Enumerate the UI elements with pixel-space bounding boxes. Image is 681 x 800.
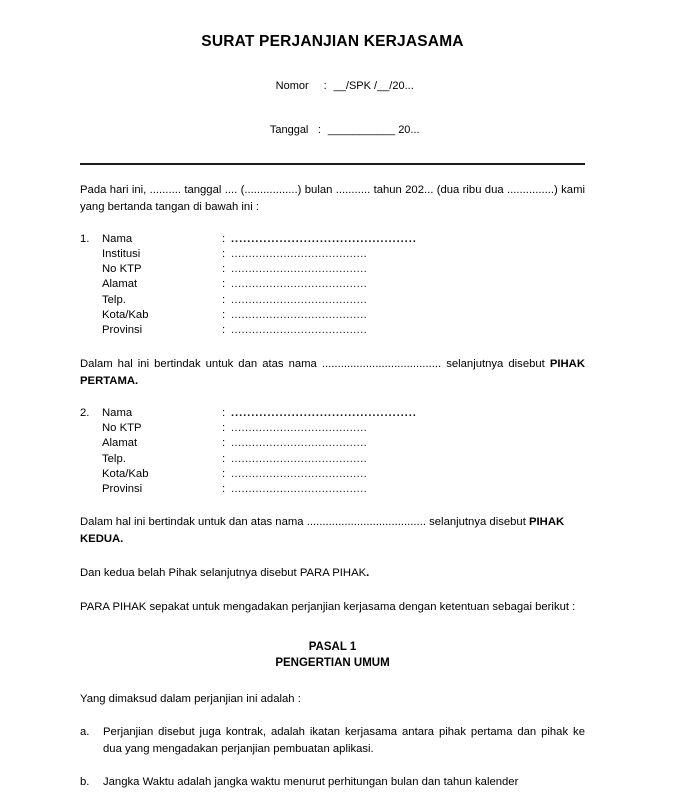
both-parties-line xyxy=(80,565,585,582)
field-row xyxy=(80,277,585,292)
field-label: Nama xyxy=(102,232,133,245)
field-label: Alamat xyxy=(102,437,138,450)
field-label: Institusi xyxy=(102,247,141,260)
party-one-statement xyxy=(80,356,585,390)
field-dots: ....................................... xyxy=(231,467,368,480)
list-text: Jangka Waktu adalah jangka waktu menurut perhitungan bulan dan tahun kalender xyxy=(103,776,519,789)
field-row xyxy=(80,406,585,421)
nomor-colon: : xyxy=(323,80,327,93)
nomor-value: __/SPK /__/20... xyxy=(333,80,414,93)
pasal-number: PASAL 1 xyxy=(308,641,357,654)
field-dots: ....................................... xyxy=(231,278,368,291)
agreement-paragraph: PARA PIHAK sepakat untuk mengadakan perjanjian kerjasama dengan ketentuan sebagai berikut : xyxy=(80,601,576,614)
pihak-kedua-label: PIHAK KEDUA. xyxy=(80,516,565,546)
statement-middle: selanjutnya disebut xyxy=(425,516,529,529)
tanggal-colon: : xyxy=(317,123,321,136)
field-label: Provinsi xyxy=(102,483,143,496)
party-one-number: 1. xyxy=(80,232,90,245)
definitions-lead: Yang dimaksud dalam perjanjian ini adalah : xyxy=(80,693,301,706)
list-item xyxy=(80,724,585,758)
field-dots: ....................................... xyxy=(231,452,368,465)
field-label: Kota/Kab xyxy=(102,467,149,480)
page-title: SURAT PERJANJIAN KERJASAMA xyxy=(201,33,464,50)
list-item xyxy=(80,774,585,791)
field-row xyxy=(80,308,585,323)
list-marker: b. xyxy=(80,776,90,789)
field-dots: ....................................... xyxy=(231,309,368,322)
field-row xyxy=(80,232,585,247)
field-colon: : xyxy=(222,247,226,260)
field-colon: : xyxy=(222,324,226,337)
meta-row-nomor xyxy=(80,65,585,109)
pasal-heading xyxy=(80,640,585,671)
field-colon: : xyxy=(222,406,226,419)
field-colon: : xyxy=(222,293,226,306)
field-dots: ....................................... xyxy=(231,437,368,450)
field-dots: ....................................... xyxy=(231,324,368,337)
field-label: Provinsi xyxy=(102,324,143,337)
field-row xyxy=(80,293,585,308)
statement-prefix: Dalam hal ini bertindak untuk dan atas nama xyxy=(80,357,322,370)
list-marker: a. xyxy=(80,726,90,739)
field-colon: : xyxy=(222,483,226,496)
document-body xyxy=(80,0,585,791)
field-row xyxy=(80,436,585,451)
field-label: Telp. xyxy=(102,452,126,465)
field-label: No KTP xyxy=(102,421,142,434)
field-dots: ....................................... xyxy=(231,247,368,260)
field-label: Alamat xyxy=(102,278,138,291)
field-colon: : xyxy=(222,437,226,450)
field-label: Kota/Kab xyxy=(102,309,149,322)
field-colon: : xyxy=(222,421,226,434)
party-one-fields xyxy=(80,232,585,339)
party-two-statement xyxy=(80,514,585,548)
field-colon: : xyxy=(222,278,226,291)
field-colon: : xyxy=(222,467,226,480)
field-label: Nama xyxy=(102,406,133,419)
field-colon: : xyxy=(222,263,226,276)
party-two-number: 2. xyxy=(80,406,90,419)
field-label: Telp. xyxy=(102,293,126,306)
field-dots: .............................................. xyxy=(231,232,417,245)
pasal-title: PENGERTIAN UMUM xyxy=(275,656,390,669)
opening-paragraph: Pada hari ini, .......... tanggal .... (.................) bulan ........... tahun 202... (dua ribu dua ...............) kami yang bertanda tangan di bawah ini : xyxy=(80,183,585,213)
field-label: No KTP xyxy=(102,263,142,276)
document-meta xyxy=(80,65,585,152)
statement-dots: ...................................... xyxy=(306,516,426,529)
field-dots: ....................................... xyxy=(231,293,368,306)
statement-prefix: Dalam hal ini bertindak untuk dan atas nama xyxy=(80,516,307,529)
tanggal-value: ___________ 20... xyxy=(327,123,420,136)
field-dots: ....................................... xyxy=(231,263,368,276)
meta-row-tanggal xyxy=(80,108,585,152)
statement-dots: ...................................... xyxy=(321,357,442,370)
statement-middle: selanjutnya disebut xyxy=(441,357,550,370)
field-dots: ....................................... xyxy=(231,483,368,496)
field-row xyxy=(80,262,585,277)
field-row xyxy=(80,421,585,436)
field-row xyxy=(80,482,585,497)
field-row xyxy=(80,467,585,482)
both-parties-period: . xyxy=(366,567,370,580)
field-dots: .............................................. xyxy=(231,406,417,419)
field-colon: : xyxy=(222,452,226,465)
field-row xyxy=(80,323,585,338)
nomor-label: Nomor xyxy=(275,80,309,93)
pihak-pertama-label: PIHAK PERTAMA. xyxy=(80,357,585,387)
list-text: Perjanjian disebut juga kontrak, adalah ikatan kerjasama antara pihak pertama dan pihak ke dua yang mengadakan perjanjian pembuatan aplikasi. xyxy=(103,726,585,756)
both-parties-text: Dan kedua belah Pihak selanjutnya disebut PARA PIHAK xyxy=(80,567,367,580)
party-two-fields xyxy=(80,406,585,498)
field-colon: : xyxy=(222,232,226,245)
field-colon: : xyxy=(222,309,226,322)
field-row xyxy=(80,247,585,262)
field-row xyxy=(80,452,585,467)
tanggal-label: Tanggal xyxy=(269,123,309,136)
field-dots: ....................................... xyxy=(231,421,368,434)
header-divider xyxy=(80,163,585,165)
